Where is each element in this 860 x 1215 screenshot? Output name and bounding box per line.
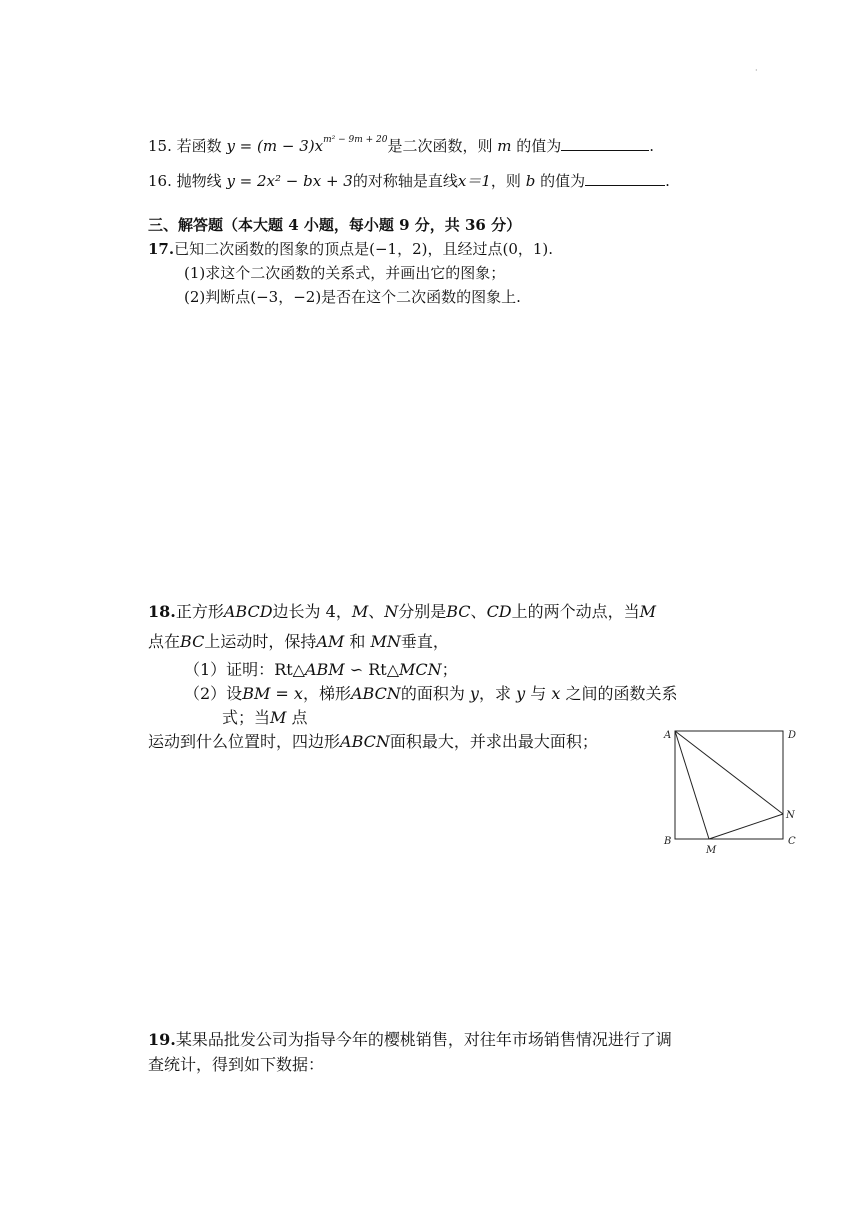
question-19-line-2: 查统计，得到如下数据：	[148, 1055, 325, 1074]
q16-variable: b	[525, 172, 536, 190]
q16-formula: y = 2x² − bx + 3	[226, 172, 353, 190]
q18-math: MN	[370, 632, 401, 651]
label-b: B	[664, 836, 672, 847]
q19-text-1: 某果品批发公司为指导今年的樱桃销售，对往年市场销售情况进行了调	[175, 1030, 672, 1049]
q18-number: 18.	[148, 602, 176, 621]
q18-text: 式；当	[222, 708, 271, 727]
question-17-stem	[148, 239, 553, 259]
q16-text-2: 的对称轴是直线	[352, 172, 458, 190]
q18-text: 上运动时，保持	[204, 632, 317, 651]
q18-math: BM = x	[242, 684, 303, 703]
q18-text: 、	[368, 602, 385, 621]
q16-text-1: 抛物线	[176, 172, 222, 190]
square-outline	[675, 731, 783, 839]
q18-text: ，梯形	[302, 684, 351, 703]
q18-text: 点在	[148, 632, 181, 651]
q18-text: 运动到什么位置时，四边形	[148, 732, 341, 751]
q18-text: 边长为 4，	[272, 602, 352, 621]
q15-exponent: m² − 9m + 20	[323, 135, 388, 145]
question-19-line-1	[148, 1030, 672, 1050]
segment-mn	[709, 814, 783, 839]
q16-text-3: ，则	[490, 172, 521, 190]
q18-text: 与	[530, 684, 547, 703]
q18-math: M	[351, 602, 369, 621]
q18-text: 上的两个动点，当	[511, 602, 640, 621]
q17-part-2: (2)判断点(−3，−2)是否在这个二次函数的图象上.	[184, 288, 521, 306]
q15-text-1: 若函数	[176, 137, 222, 155]
label-m: M	[706, 845, 717, 856]
q16-answer-blank[interactable]	[585, 171, 665, 186]
q15-number: 15.	[148, 137, 172, 155]
question-18-line-1	[148, 602, 656, 622]
q18-text: 面积最大，并求出最大面积；	[389, 732, 598, 751]
q18-math: y	[516, 684, 526, 703]
q15-text-2: 是二次函数，则	[387, 137, 493, 155]
label-a: A	[664, 730, 672, 741]
q18-math: BC	[446, 602, 471, 621]
q18-math: y	[469, 684, 479, 703]
question-16	[148, 171, 670, 191]
q18-part-2-cont	[222, 708, 308, 728]
q18-text: 和	[349, 632, 366, 651]
q16-end: .	[665, 172, 670, 190]
q18-math: ∽ Rt△	[344, 660, 400, 679]
square-abcd-figure	[660, 726, 805, 861]
q16-equation: x＝1	[457, 172, 491, 190]
q15-answer-blank[interactable]	[561, 136, 649, 151]
label-c: C	[788, 836, 796, 847]
q15-text-3: 的值为	[516, 137, 562, 155]
header-mark: ·	[755, 66, 758, 75]
q17-stem-text: 已知二次函数的图象的顶点是(−1，2)，且经过点(0，1).	[174, 240, 554, 258]
q18-math: ABM	[304, 660, 345, 679]
q18-text: 、	[470, 602, 487, 621]
question-18-line-2	[148, 632, 449, 652]
q18-math: M	[639, 602, 657, 621]
q18-text: 分别是	[398, 602, 447, 621]
segment-am	[675, 731, 709, 839]
q16-text-4: 的值为	[540, 172, 586, 190]
question-15	[148, 130, 654, 156]
segment-an	[675, 731, 783, 814]
q18-math: BC	[180, 632, 205, 651]
q15-variable: m	[497, 137, 512, 155]
q18-text: 点	[291, 708, 308, 727]
q18-text: 正方形	[175, 602, 224, 621]
q18-text: ，求	[478, 684, 511, 703]
q18-text: ；	[441, 660, 458, 679]
label-n: N	[786, 810, 795, 821]
q17-number: 17.	[148, 240, 175, 258]
q18-math: M	[270, 708, 287, 727]
q18-math: ABCD	[223, 602, 273, 621]
q15-formula: y = (m − 3)x	[226, 137, 324, 155]
q18-math: AM	[316, 632, 345, 651]
q18-math: MCN	[399, 660, 442, 679]
q18-text: （1）证明：	[184, 660, 275, 679]
q18-part-2-end	[148, 732, 598, 752]
q18-math: x	[551, 684, 561, 703]
q18-text: 垂直，	[400, 632, 449, 651]
q18-part-1	[184, 660, 458, 680]
q18-math: Rt△	[274, 660, 305, 679]
q18-text: （2）设	[184, 684, 243, 703]
q17-part-1: (1)求这个二次函数的关系式，并画出它的图象；	[184, 264, 506, 282]
q18-text: 之间的函数关系	[565, 684, 678, 703]
q16-number: 16.	[148, 172, 172, 190]
label-d: D	[788, 730, 797, 741]
q18-math: ABCN	[350, 684, 401, 703]
q15-end: .	[649, 137, 655, 155]
q18-part-2	[184, 684, 677, 704]
q18-math: CD	[486, 602, 512, 621]
q19-number: 19.	[148, 1030, 176, 1049]
q18-math: N	[384, 602, 399, 621]
q18-text: 的面积为	[400, 684, 465, 703]
section-3-title: 三、解答题（本大题 4 小题，每小题 9 分，共 36 分）	[148, 216, 522, 234]
q18-math: ABCN	[340, 732, 390, 751]
